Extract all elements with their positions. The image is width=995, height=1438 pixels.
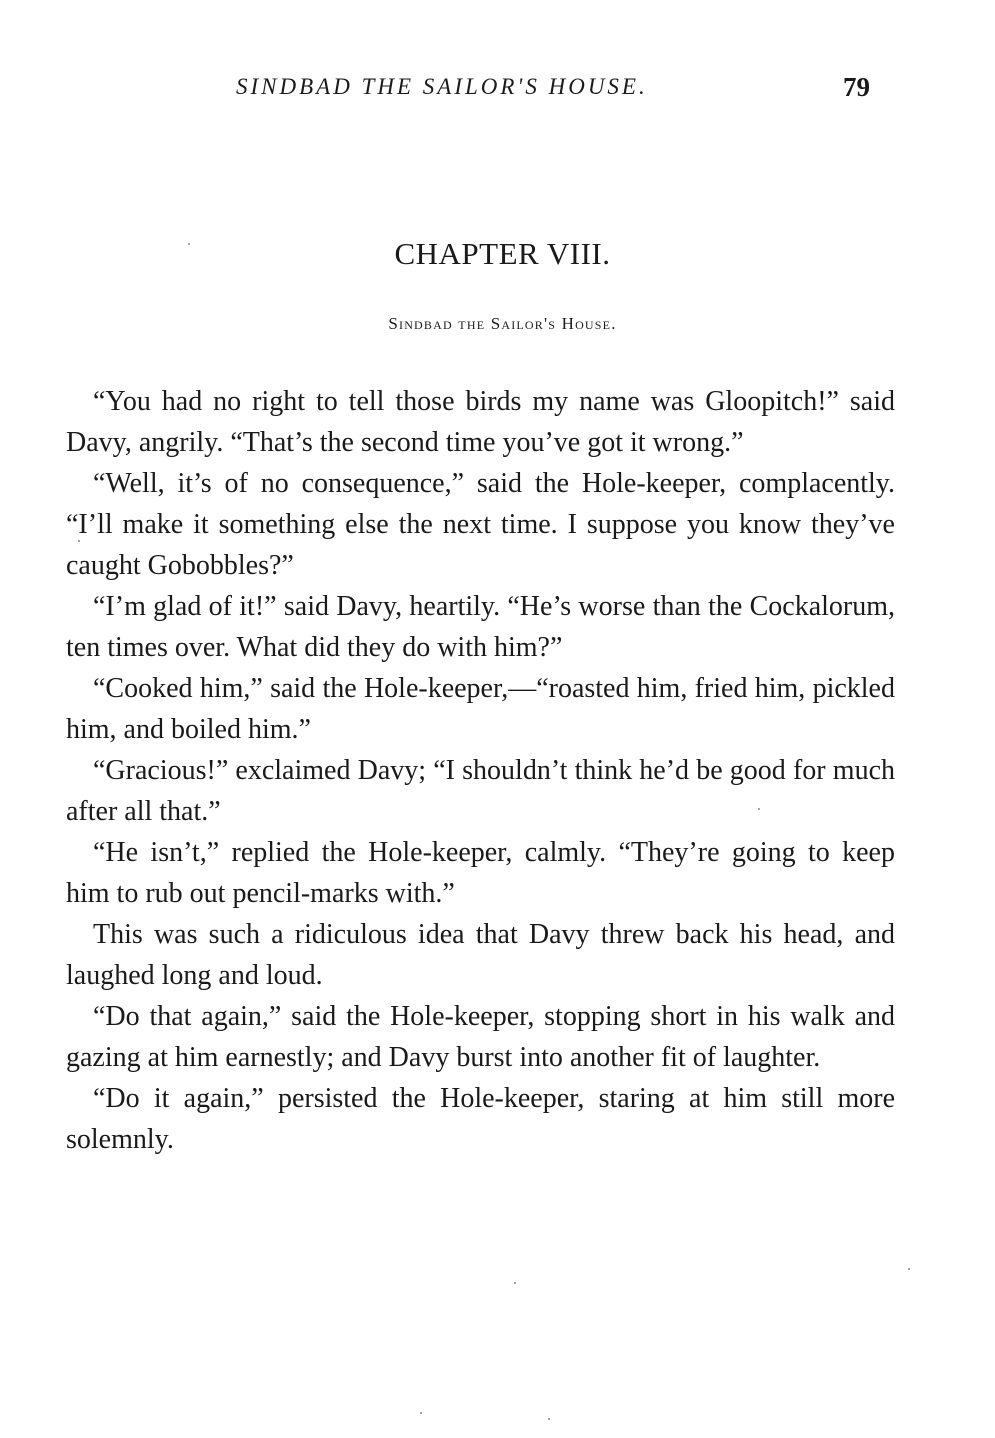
paper-speck — [908, 1268, 910, 1270]
paragraph: “He isn’t,” replied the Hole-keeper, calmly. “They’re going to keep him to rub out pencil-marks with.” — [66, 837, 895, 909]
chapter-subtitle: Sindbad the Sailor's House. — [388, 314, 617, 333]
page-number: 79 — [843, 72, 870, 102]
paragraph: “I’m glad of it!” said Davy, heartily. “He’s worse than the Cockalorum, ten times over. What did they do with him?” — [66, 591, 895, 663]
paper-speck — [548, 1418, 550, 1420]
running-head — [0, 74, 995, 108]
paper-speck — [188, 243, 190, 245]
paragraph: “Well, it’s of no consequence,” said the Hole-keeper, complacently. “I’ll make it something else the next time. I suppose you know they’ve caught Gobobbles?” — [66, 468, 895, 581]
paragraph: “Gracious!” exclaimed Davy; “I shouldn’t think he’d be good for much after all that.” — [66, 755, 895, 827]
paper-speck — [758, 808, 760, 810]
paragraph: “Do it again,” persisted the Hole-keeper, staring at him still more solemnly. — [66, 1083, 895, 1155]
paragraph: This was such a ridiculous idea that Davy threw back his head, and laughed long and loud. — [66, 919, 895, 991]
chapter-heading: CHAPTER VIII. — [394, 236, 611, 271]
paper-speck — [78, 540, 80, 542]
paper-speck — [420, 1412, 422, 1414]
paragraph: “Do that again,” said the Hole-keeper, stopping short in his walk and gazing at him earnestly; and Davy burst into another fit of laughter. — [66, 1001, 895, 1073]
paper-speck — [514, 1282, 516, 1284]
body-text — [66, 381, 895, 1160]
paragraph: “Cooked him,” said the Hole-keeper,—“roasted him, fried him, pickled him, and boiled him.” — [66, 673, 895, 745]
paragraph: “You had no right to tell those birds my name was Gloopitch!” said Davy, angrily. “That’s the second time you’ve got it wrong.” — [66, 386, 895, 458]
running-title: SINDBAD THE SAILOR'S HOUSE. — [236, 74, 648, 99]
